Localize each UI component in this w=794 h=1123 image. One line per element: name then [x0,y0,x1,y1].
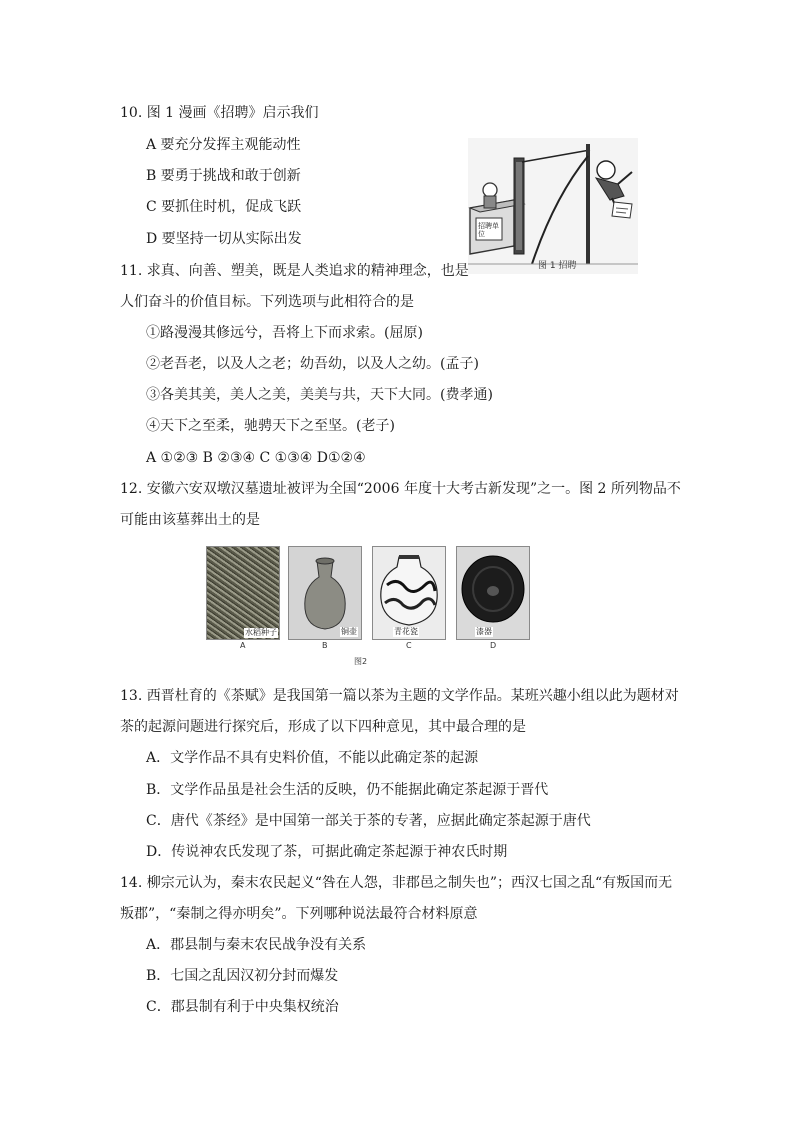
q10-option-c: C 要抓住时机，促成飞跃 [146,199,302,215]
photo-b-bronze-pot [288,546,362,640]
q13-option-a: A．文学作品不具有史料价值，不能以此确定茶的起源 [146,750,479,766]
lacquer-plate-drawing [457,547,529,639]
q13-stem-line2: 茶的起源问题进行探究后，形成了以下四种意见，其中最合理的是 [120,719,526,735]
photo-d-lacquerware [456,546,530,640]
figure-2-photos [204,544,532,668]
porcelain-jar-drawing [373,547,445,639]
photo-c-letter: C [406,641,412,650]
q10-stem: 10. 图 1 漫画《招聘》启示我们 [120,105,319,121]
q11-item-1: ①路漫漫其修远兮，吾将上下而求索。(屈原) [146,325,423,341]
desk-sign: 招聘单位 [478,222,499,238]
photo-d-letter: D [490,641,497,650]
bronze-pot-drawing [289,547,361,639]
q14-option-c: C．郡县制有利于中央集权统治 [146,999,339,1015]
q10-option-a: A 要充分发挥主观能动性 [146,137,301,153]
figure-1-caption: 图 1 招聘 [538,261,577,271]
figure-2-caption: 图2 [354,657,368,666]
photo-b-label: 铜壶 [341,627,357,636]
q11-stem-line2: 人们奋斗的价值目标。下列选项与此相符合的是 [120,294,414,310]
q13-stem-line1: 13. 西晋杜育的《茶赋》是我国第一篇以茶为主题的文学作品。某班兴趣小组以此为题材对 [120,688,679,704]
photo-b-letter: B [322,641,328,650]
q10-option-b: B 要勇于挑战和敢于创新 [146,168,301,184]
q12-stem-line2: 可能由该墓葬出土的是 [120,512,260,528]
q11-stem-line1: 11. 求真、向善、塑美，既是人类追求的精神理念，也是 [120,263,469,279]
q11-item-2: ②老吾老，以及人之老；幼吾幼，以及人之幼。(孟子) [146,356,479,372]
photo-a-letter: A [240,641,246,650]
photo-c-porcelain [372,546,446,640]
q10-option-d: D 要坚持一切从实际出发 [146,231,302,247]
q11-choices: A ①②③ B ②③④ C ①③④ D①②④ [146,450,366,466]
photo-c-label: 青花瓷 [394,627,418,636]
cartoon-drawing [468,138,638,274]
photo-d-label: 漆器 [476,627,492,636]
q11-item-3: ③各美其美，美人之美，美美与共，天下大同。(费孝通) [146,387,493,403]
figure-1-cartoon [468,138,638,274]
q14-option-b: B．七国之乱因汉初分封而爆发 [146,968,339,984]
q14-option-a: A．郡县制与秦末农民战争没有关系 [146,937,367,953]
q14-stem-line2: 叛郡”，“秦制之得亦明矣”。下列哪种说法最符合材料原意 [120,906,478,922]
q13-option-b: B．文学作品虽是社会生活的反映，仍不能据此确定茶起源于晋代 [146,782,549,798]
q13-option-c: C．唐代《茶经》是中国第一部关于茶的专著，应据此确定茶起源于唐代 [146,813,591,829]
photo-a-rice-seeds [206,546,280,640]
photo-a-label: 水稻种子 [245,628,277,637]
q11-item-4: ④天下之至柔，驰骋天下之至坚。(老子) [146,418,395,434]
q14-stem-line1: 14. 柳宗元认为，秦末农民起义“咎在人怨，非郡邑之制失也”；西汉七国之乱“有叛国而无 [120,875,673,891]
q13-option-d: D．传说神农氏发现了茶，可据此确定茶起源于神农氏时期 [146,844,508,860]
q12-stem-line1: 12. 安徽六安双墩汉墓遗址被评为全国“2006 年度十大考古新发现”之一。图 2 所列物品不 [120,481,681,497]
